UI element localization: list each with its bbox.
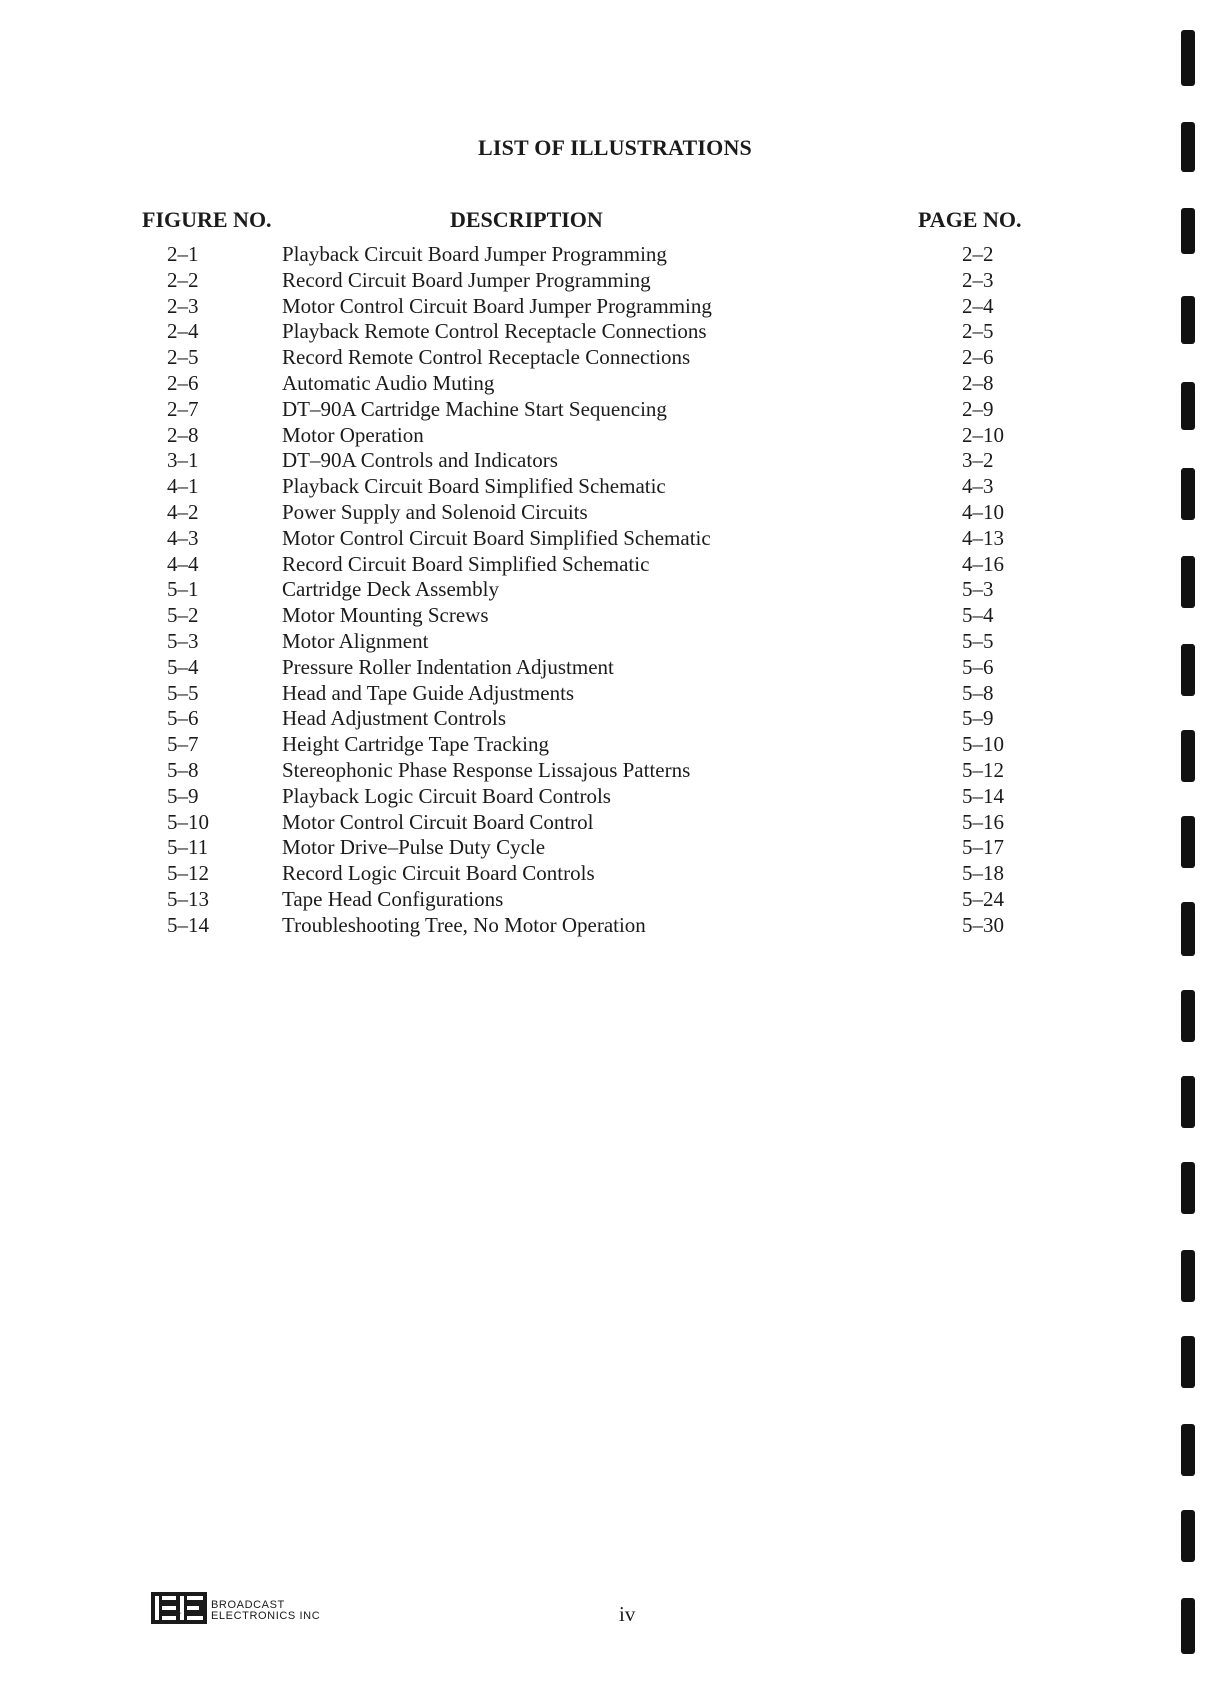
figure-number: 4–3 [167, 525, 199, 550]
page-number-ref: 5–17 [962, 835, 1004, 860]
figure-number: 5–2 [167, 603, 199, 628]
binding-hole-icon [1181, 468, 1195, 520]
list-item [0, 552, 1208, 578]
binding-hole-icon [1181, 296, 1195, 344]
page-number-ref: 5–12 [962, 757, 1004, 782]
page-number-ref: 2–4 [962, 293, 994, 318]
page-number-ref: 2–5 [962, 319, 994, 344]
figure-number: 2–4 [167, 319, 199, 344]
page-number-ref: 4–3 [962, 474, 994, 499]
binding-hole-icon [1181, 30, 1195, 86]
list-item [0, 397, 1208, 423]
page-number-ref: 5–4 [962, 603, 994, 628]
page-number-ref: 5–16 [962, 809, 1004, 834]
list-item [0, 629, 1208, 655]
logo-text [211, 1600, 320, 1622]
list-item [0, 681, 1208, 707]
illustrations-list [0, 242, 1208, 939]
page-number-ref: 5–24 [962, 886, 1004, 911]
list-item [0, 242, 1208, 268]
figure-number: 5–1 [167, 577, 199, 602]
binding-hole-icon [1181, 1336, 1195, 1388]
figure-description: Height Cartridge Tape Tracking [282, 732, 550, 757]
page-title: LIST OF ILLUSTRATIONS [477, 135, 752, 160]
figure-description: Record Circuit Board Jumper Programming [282, 267, 651, 292]
figure-number: 5–11 [167, 835, 209, 860]
binding-hole-icon [1181, 382, 1195, 430]
binding-hole-icon [1181, 1510, 1195, 1562]
figure-description: Playback Remote Control Receptacle Connections [282, 319, 707, 344]
figure-description: Stereophonic Phase Response Lissajous Patterns [282, 757, 691, 782]
page-number-ref: 2–8 [962, 370, 994, 395]
page-number-ref: 5–3 [962, 577, 994, 602]
logo-mark-text: BE [179, 1613, 182, 1615]
page-number-ref: 5–18 [962, 861, 1004, 886]
page-number-ref: 2–10 [962, 422, 1004, 447]
figure-description: Automatic Audio Muting [282, 370, 495, 395]
figure-description: Playback Circuit Board Simplified Schematic [282, 474, 666, 499]
figure-number: 4–2 [167, 499, 199, 524]
figure-number: 2–7 [167, 396, 199, 421]
figure-number: 2–6 [167, 370, 199, 395]
figure-column-header: FIGURE NO. [142, 207, 272, 232]
figure-number: 4–4 [167, 551, 199, 576]
figure-description: Cartridge Deck Assembly [282, 577, 499, 602]
logo-line-2: ELECTRONICS INC [211, 1610, 321, 1622]
list-item [0, 423, 1208, 449]
figure-description: Head and Tape Guide Adjustments [282, 680, 575, 705]
list-item [0, 319, 1208, 345]
page-number-ref: 3–2 [962, 448, 994, 473]
page-number-ref: 5–5 [962, 628, 994, 653]
page-number-ref: 2–6 [962, 345, 994, 370]
binding-hole-icon [1181, 730, 1195, 782]
figure-description: Motor Mounting Screws [282, 603, 489, 628]
list-item [0, 371, 1208, 397]
figure-number: 5–6 [167, 706, 199, 731]
page-number: iv [619, 1602, 636, 1626]
page-number-ref: 4–16 [962, 551, 1004, 576]
figure-description: Playback Logic Circuit Board Controls [282, 783, 611, 808]
list-item [0, 913, 1208, 939]
figure-number: 5–9 [167, 783, 199, 808]
page-number-ref: 5–14 [962, 783, 1004, 808]
page-number-ref: 5–6 [962, 654, 994, 679]
figure-number: 2–8 [167, 422, 199, 447]
list-item [0, 345, 1208, 371]
figure-number: 3–1 [167, 448, 199, 473]
figure-description: Motor Operation [282, 422, 424, 447]
page-number-ref: 5–8 [962, 680, 994, 705]
page-number-ref: 5–9 [962, 706, 994, 731]
figure-number: 5–5 [167, 680, 199, 705]
figure-description: Record Circuit Board Simplified Schematic [282, 551, 650, 576]
page-number-ref: 4–13 [962, 525, 1004, 550]
binding-hole-icon [1181, 556, 1195, 608]
list-item [0, 448, 1208, 474]
figure-description: Power Supply and Solenoid Circuits [282, 499, 588, 524]
figure-description: Troubleshooting Tree, No Motor Operation [282, 912, 646, 937]
page-number-ref: 5–30 [962, 912, 1004, 937]
figure-description: DT–90A Controls and Indicators [282, 448, 558, 473]
binding-hole-icon [1181, 122, 1195, 172]
list-item [0, 526, 1208, 552]
list-item [0, 835, 1208, 861]
figure-number: 2–2 [167, 267, 199, 292]
binding-hole-icon [1181, 1076, 1195, 1128]
figure-description: Tape Head Configurations [282, 886, 504, 911]
figure-number: 2–3 [167, 293, 199, 318]
figure-description: Motor Control Circuit Board Jumper Programming [282, 293, 712, 318]
list-item [0, 474, 1208, 500]
figure-number: 5–7 [167, 732, 199, 757]
binding-hole-icon [1181, 1250, 1195, 1302]
figure-description: Motor Drive–Pulse Duty Cycle [282, 835, 546, 860]
list-item [0, 732, 1208, 758]
list-item [0, 500, 1208, 526]
figure-description: Record Remote Control Receptacle Connections [282, 345, 691, 370]
figure-number: 5–12 [167, 861, 209, 886]
binding-hole-icon [1181, 208, 1195, 254]
figure-description: Motor Alignment [282, 628, 429, 653]
figure-description: Playback Circuit Board Jumper Programming [282, 242, 667, 266]
figure-number: 5–13 [167, 886, 209, 911]
figure-number: 5–3 [167, 628, 199, 653]
page-number-ref: 2–3 [962, 267, 994, 292]
list-item [0, 784, 1208, 810]
logo-line-1: BROADCAST [211, 1599, 285, 1611]
figure-number: 2–1 [167, 242, 199, 266]
figure-number: 5–10 [167, 809, 209, 834]
list-item [0, 810, 1208, 836]
binding-hole-icon [1181, 816, 1195, 868]
figure-description: Motor Control Circuit Board Simplified Schematic [282, 525, 711, 550]
list-item [0, 861, 1208, 887]
list-item [0, 655, 1208, 681]
be-logo-icon [151, 1592, 207, 1624]
figure-description: Record Logic Circuit Board Controls [282, 861, 595, 886]
list-item [0, 577, 1208, 603]
figure-number: 2–5 [167, 345, 199, 370]
binding-hole-icon [1181, 1424, 1195, 1476]
list-item [0, 268, 1208, 294]
list-item [0, 294, 1208, 320]
binding-hole-icon [1181, 1598, 1195, 1654]
figure-number: 5–8 [167, 757, 199, 782]
broadcast-electronics-logo [151, 1592, 320, 1624]
figure-description: Motor Control Circuit Board Control [282, 809, 594, 834]
binding-hole-icon [1181, 902, 1195, 956]
binding-hole-icon [1181, 644, 1195, 696]
page-number-ref: 2–9 [962, 396, 994, 421]
description-column-header: DESCRIPTION [450, 207, 603, 232]
page-number-ref: 5–10 [962, 732, 1004, 757]
figure-number: 4–1 [167, 474, 199, 499]
page-column-header: PAGE NO. [918, 207, 1022, 232]
figure-description: DT–90A Cartridge Machine Start Sequencing [282, 396, 667, 421]
figure-number: 5–14 [167, 912, 209, 937]
page-number-ref: 2–2 [962, 242, 994, 266]
figure-number: 5–4 [167, 654, 199, 679]
binding-hole-icon [1181, 990, 1195, 1042]
figure-description: Head Adjustment Controls [282, 706, 506, 731]
list-item [0, 603, 1208, 629]
list-item [0, 706, 1208, 732]
page-number-ref: 4–10 [962, 499, 1004, 524]
list-item [0, 758, 1208, 784]
list-item [0, 887, 1208, 913]
figure-description: Pressure Roller Indentation Adjustment [282, 654, 614, 679]
binding-hole-icon [1181, 1162, 1195, 1214]
